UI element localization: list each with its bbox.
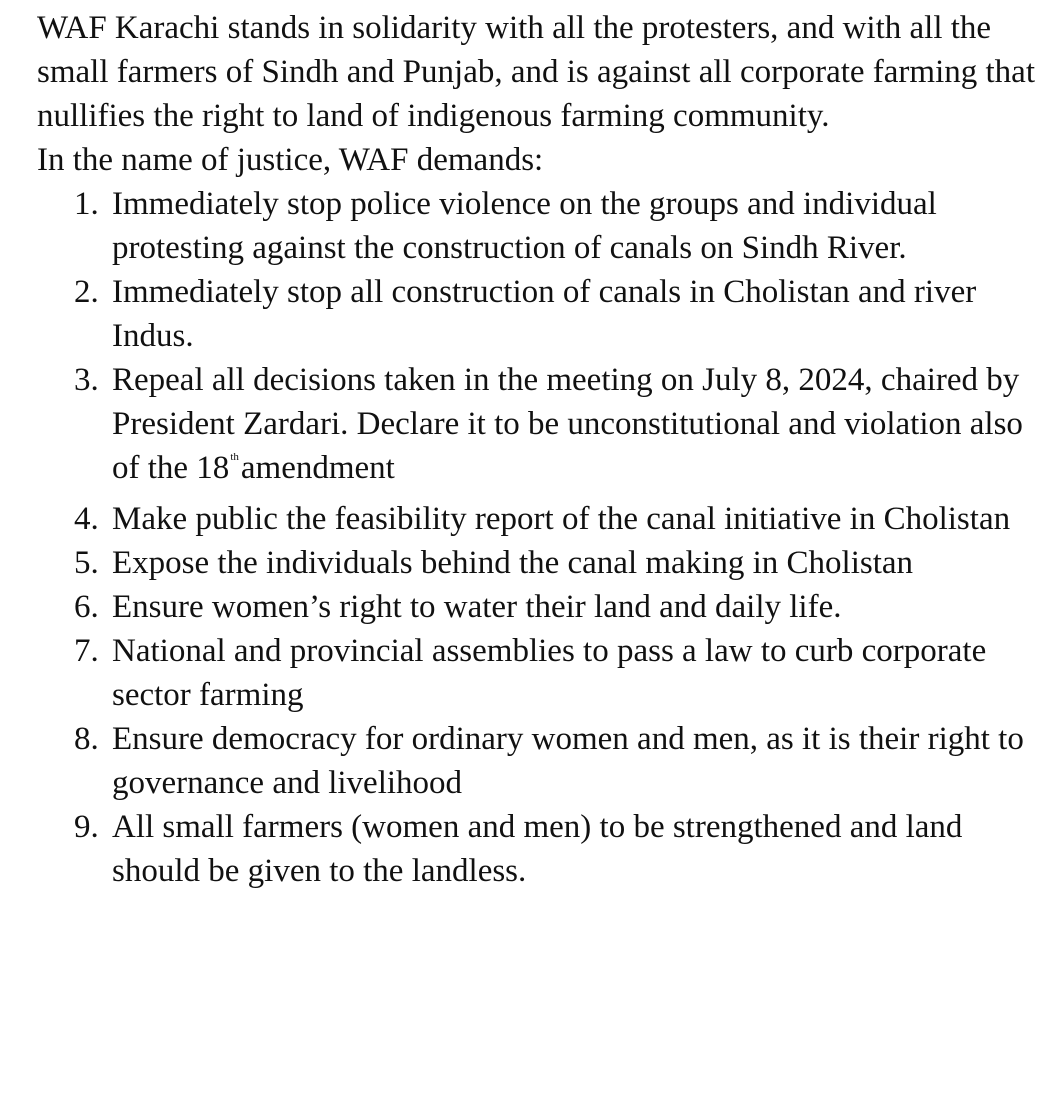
demands-list — [37, 182, 1037, 893]
list-item-text: Immediately stop police violence on the groups and individual protesting against the construction of canals on Sindh River. — [112, 186, 937, 266]
list-item-text: Ensure democracy for ordinary women and men, as it is their right to governance and livelihood — [112, 721, 1024, 801]
list-item-text: Repeal all decisions taken in the meeting on July 8, 2024, chaired by President Zardari. Declare it to be unconstitutional and violation also of the 18 — [112, 362, 1023, 486]
list-item — [37, 358, 1037, 497]
list-item-number: 2. — [74, 274, 99, 310]
statement-document — [37, 6, 1037, 893]
list-item — [37, 629, 1037, 717]
list-item-number: 7. — [74, 633, 99, 669]
list-item — [37, 497, 1037, 541]
ordinal-suffix: th — [230, 451, 239, 463]
list-item-text: National and provincial assemblies to pass a law to curb corporate sector farming — [112, 633, 987, 713]
list-item-number: 5. — [74, 545, 99, 581]
list-item — [37, 182, 1037, 270]
list-item — [37, 717, 1037, 805]
list-item — [37, 270, 1037, 358]
list-item-text: Ensure women’s right to water their land and daily life. — [112, 589, 842, 625]
list-item — [37, 541, 1037, 585]
list-item-number: 8. — [74, 721, 99, 757]
list-item-number: 4. — [74, 501, 99, 537]
list-item-text: Make public the feasibility report of the canal initiative in Cholistan — [112, 501, 1011, 537]
list-item-number: 3. — [74, 362, 99, 398]
list-item-number: 1. — [74, 186, 99, 222]
list-item-text: All small farmers (women and men) to be strengthened and land should be given to the landless. — [112, 809, 963, 889]
list-item-text-end: amendment — [240, 450, 395, 486]
list-item — [37, 585, 1037, 629]
list-item-text: Expose the individuals behind the canal making in Cholistan — [112, 545, 914, 581]
list-item-text: Immediately stop all construction of canals in Cholistan and river Indus. — [112, 274, 977, 354]
demands-lead: In the name of justice, WAF demands: — [37, 142, 544, 178]
list-item-number: 6. — [74, 589, 99, 625]
intro-paragraph: WAF Karachi stands in solidarity with all the protesters, and with all the small farmers of Sindh and Punjab, and is against all corporate farming that nullifies the right to land of indigenous farming community. — [37, 10, 1035, 134]
list-item — [37, 805, 1037, 893]
list-item-number: 9. — [74, 809, 99, 845]
